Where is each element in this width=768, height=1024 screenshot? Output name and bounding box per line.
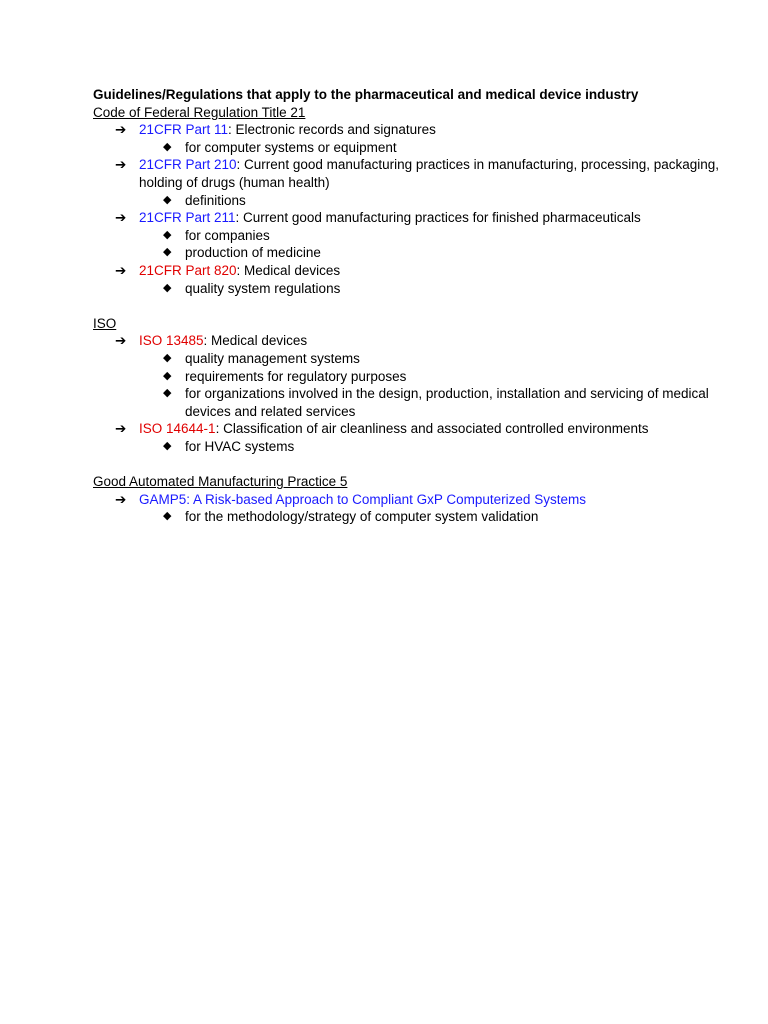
sub-item-text: quality management systems [185,350,360,366]
section-heading: ISO [93,315,117,331]
regulation-description: : Current good manufacturing practices for finished pharmaceuticals [235,210,641,226]
diamond-bullet-icon: ◆ [163,510,172,523]
sub-item [93,139,733,157]
regulation-item [93,491,733,509]
regulation-reference: 21CFR Part 820 [139,262,237,278]
sub-item [93,508,733,526]
arrow-bullet-icon: ➔ [115,421,127,437]
regulation-item [93,209,733,227]
regulation-reference: 21CFR Part 210 [139,157,237,173]
diamond-bullet-icon: ◆ [163,369,172,382]
diamond-bullet-icon: ◆ [163,387,172,400]
sub-item [93,227,733,245]
sub-item-text: for organizations involved in the design, production, installation and servicing of medical devices and related services [185,386,709,419]
regulation-item [93,332,733,350]
regulation-description: : Current good manufacturing practices in manufacturing, processing, packaging, holding of drugs (human health) [139,157,720,190]
sub-item [93,280,733,298]
sub-item [93,385,733,420]
regulation-item [93,262,733,280]
arrow-bullet-icon: ➔ [115,333,127,349]
document-page [93,86,733,526]
regulation-reference: ISO 13485 [139,333,204,349]
regulation-description: : Medical devices [236,262,341,278]
document-title: Guidelines/Regulations that apply to the pharmaceutical and medical device industry [93,87,639,102]
sections-container [93,104,733,526]
regulation-item [93,420,733,438]
sub-item-text: quality system regulations [185,280,341,296]
sub-item [93,244,733,262]
diamond-bullet-icon: ◆ [163,193,172,206]
section-spacer [93,297,733,315]
regulation-reference: GAMP5: A Risk-based Approach to Compliant GxP Computerized Systems [139,491,586,507]
arrow-bullet-icon: ➔ [115,210,127,226]
arrow-bullet-icon: ➔ [115,262,127,278]
sub-item-text: for HVAC systems [185,438,295,454]
regulation-description: : Medical devices [203,333,308,349]
regulation-description: : Electronic records and signatures [228,122,436,138]
regulation-item [93,156,733,191]
sub-item [93,368,733,386]
sub-item-text: for companies [185,227,270,243]
sub-item-text: for computer systems or equipment [185,139,397,155]
regulation-item [93,121,733,139]
regulation-reference: 21CFR Part 211 [139,210,236,226]
sub-item-text: for the methodology/strategy of computer system validation [185,509,539,525]
arrow-bullet-icon: ➔ [115,122,127,138]
sub-item [93,438,733,456]
section-spacer [93,455,733,473]
diamond-bullet-icon: ◆ [163,228,172,241]
diamond-bullet-icon: ◆ [163,281,172,294]
regulation-reference: 21CFR Part 11 [139,122,229,138]
regulation-reference: ISO 14644-1 [139,421,216,437]
diamond-bullet-icon: ◆ [163,439,172,452]
sub-item-text: requirements for regulatory purposes [185,368,407,384]
diamond-bullet-icon: ◆ [163,246,172,259]
diamond-bullet-icon: ◆ [163,351,172,364]
arrow-bullet-icon: ➔ [115,157,127,173]
section-heading: Code of Federal Regulation Title 21 [93,104,306,120]
sub-item-text: definitions [185,192,246,208]
sub-item-text: production of medicine [185,245,321,261]
diamond-bullet-icon: ◆ [163,140,172,153]
sub-item [93,192,733,210]
section-heading: Good Automated Manufacturing Practice 5 [93,474,348,490]
sub-item [93,350,733,368]
regulation-description: : Classification of air cleanliness and associated controlled environments [215,421,649,437]
arrow-bullet-icon: ➔ [115,491,127,507]
